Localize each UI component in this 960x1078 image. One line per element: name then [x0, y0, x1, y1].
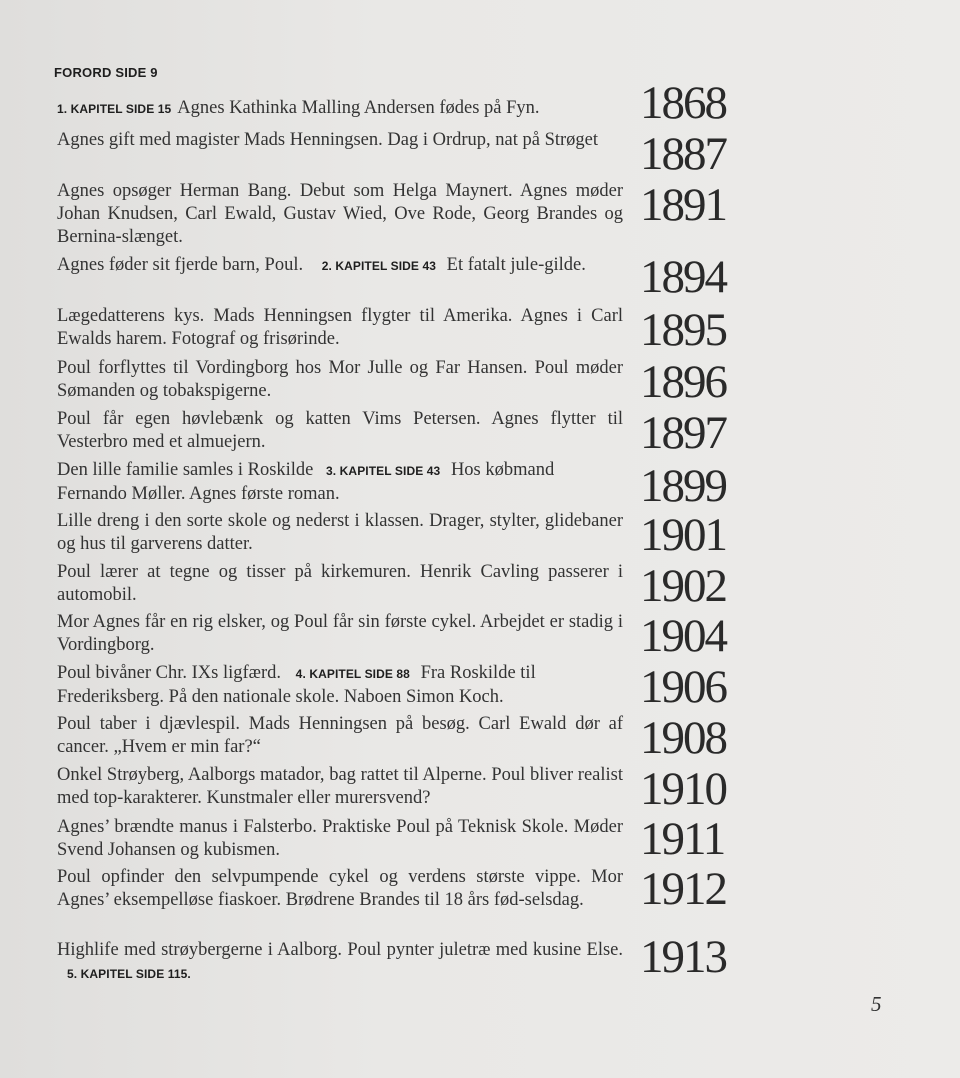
year-1896: 1896: [640, 356, 726, 408]
year-1902: 1902: [640, 560, 726, 612]
chapter-label: 2. KAPITEL SIDE 43: [321, 259, 437, 273]
chapter-label: 3. KAPITEL SIDE 43: [326, 464, 441, 478]
entry-text-before: Highlife med strøybergerne i Aalborg. Poul pynter juletræ med kusine Else.: [57, 940, 623, 960]
year-1908: 1908: [640, 712, 726, 764]
entry-text: Poul forflyttes til Vordingborg hos Mor Julle og Far Hansen. Poul møder Sømanden og tobakspigerne.: [57, 358, 623, 401]
page-number: 5: [871, 992, 882, 1016]
year-1894: 1894: [640, 251, 726, 303]
timeline-entry-1896: [57, 357, 623, 403]
chapter-label: 1. KAPITEL SIDE 15: [57, 102, 172, 116]
year-1895: 1895: [640, 304, 726, 356]
year-1899: 1899: [640, 460, 726, 512]
entry-text-after: Hos købmand Fernando Møller. Agnes første roman.: [57, 460, 555, 504]
timeline-entry-1910: [57, 764, 623, 810]
year-1910: 1910: [640, 763, 726, 815]
timeline-entry-1904: [57, 611, 623, 657]
timeline-entry-1895: [57, 305, 623, 351]
entry-text: Poul opfinder den selvpumpende cykel og verdens største vippe. Mor Agnes’ eksempelløse fiaskoer. Brødrene Brandes til 18 års fød-selsdag.: [57, 867, 623, 910]
timeline-entry-1894: [57, 254, 623, 278]
entry-text: Poul lærer at tegne og tisser på kirkemuren. Henrik Cavling passerer i automobil.: [57, 562, 623, 605]
entry-text-before: Poul bivåner Chr. IXs ligfærd.: [57, 663, 282, 683]
entry-text: Onkel Strøyberg, Aalborgs matador, bag rattet til Alperne. Poul bliver realist med top-karakterer. Kunstmaler eller murersvend?: [57, 765, 623, 808]
entry-text: Poul taber i djævlespil. Mads Henningsen på besøg. Carl Ewald dør af cancer. „Hvem er min far?“: [57, 714, 623, 757]
year-1911: 1911: [640, 813, 725, 865]
entry-text-after: Et fatalt jule-gilde.: [446, 255, 586, 275]
year-1906: 1906: [640, 661, 726, 713]
year-1904: 1904: [640, 610, 726, 662]
year-1913: 1913: [640, 931, 726, 983]
year-1868: 1868: [640, 77, 726, 129]
timeline-entry-1906: [57, 662, 623, 709]
entry-text-before: Agnes føder sit fjerde barn, Poul.: [57, 255, 304, 275]
year-1887: 1887: [640, 128, 726, 180]
foreword-heading: FORORD SIDE 9: [54, 65, 158, 80]
entry-text: Poul får egen høvlebænk og katten Vims Petersen. Agnes flytter til Vesterbro med et almuejern.: [57, 409, 623, 452]
timeline-entry-1902: [57, 561, 623, 607]
entry-text-after: Fra Roskilde til Frederiksberg. På den nationale skole. Naboen Simon Koch.: [57, 663, 536, 707]
timeline-entry-1901: [57, 510, 623, 556]
timeline-entry-1897: [57, 408, 623, 454]
chapter-label: 5. KAPITEL SIDE 115.: [67, 967, 191, 981]
entry-text: Agnes’ brændte manus i Falsterbo. Praktiske Poul på Teknisk Skole. Møder Svend Johansen og kubismen.: [57, 817, 623, 860]
year-1901: 1901: [640, 509, 726, 561]
entry-text: Agnes opsøger Herman Bang. Debut som Helga Maynert. Agnes møder Johan Knudsen, Carl Ewald, Gustav Wied, Ove Rode, Georg Brandes og Bernina-slænget.: [57, 181, 623, 247]
timeline-entry-1899: [57, 459, 623, 506]
entry-text: Agnes Kathinka Malling Andersen fødes på Fyn.: [177, 98, 540, 118]
entry-text: Lille dreng i den sorte skole og nederst i klassen. Drager, stylter, glidebaner og hus til garverens datter.: [57, 511, 623, 554]
year-1897: 1897: [640, 407, 726, 459]
timeline-entry-1887: [57, 129, 623, 152]
year-1912: 1912: [640, 863, 726, 915]
entry-text: Lægedatterens kys. Mads Henningsen flygter til Amerika. Agnes i Carl Ewalds harem. Fotograf og frisørinde.: [57, 306, 623, 349]
entry-text: Agnes gift med magister Mads Henningsen. Dag i Ordrup, nat på Strøget: [57, 130, 599, 150]
timeline-entry-1913: [57, 939, 623, 986]
entry-text: Mor Agnes får en rig elsker, og Poul får sin første cykel. Arbejdet er stadig i Vordingborg.: [57, 612, 623, 655]
timeline-entry-1908: [57, 713, 623, 759]
timeline-entry-1868: [57, 97, 623, 121]
timeline-entry-1912: [57, 866, 623, 912]
timeline-entry-1891: [57, 180, 623, 249]
year-1891: 1891: [640, 179, 726, 231]
chapter-label: 4. KAPITEL SIDE 88: [295, 667, 410, 681]
entry-text-before: Den lille familie samles i Roskilde: [57, 460, 314, 480]
timeline-entry-1911: [57, 816, 623, 862]
